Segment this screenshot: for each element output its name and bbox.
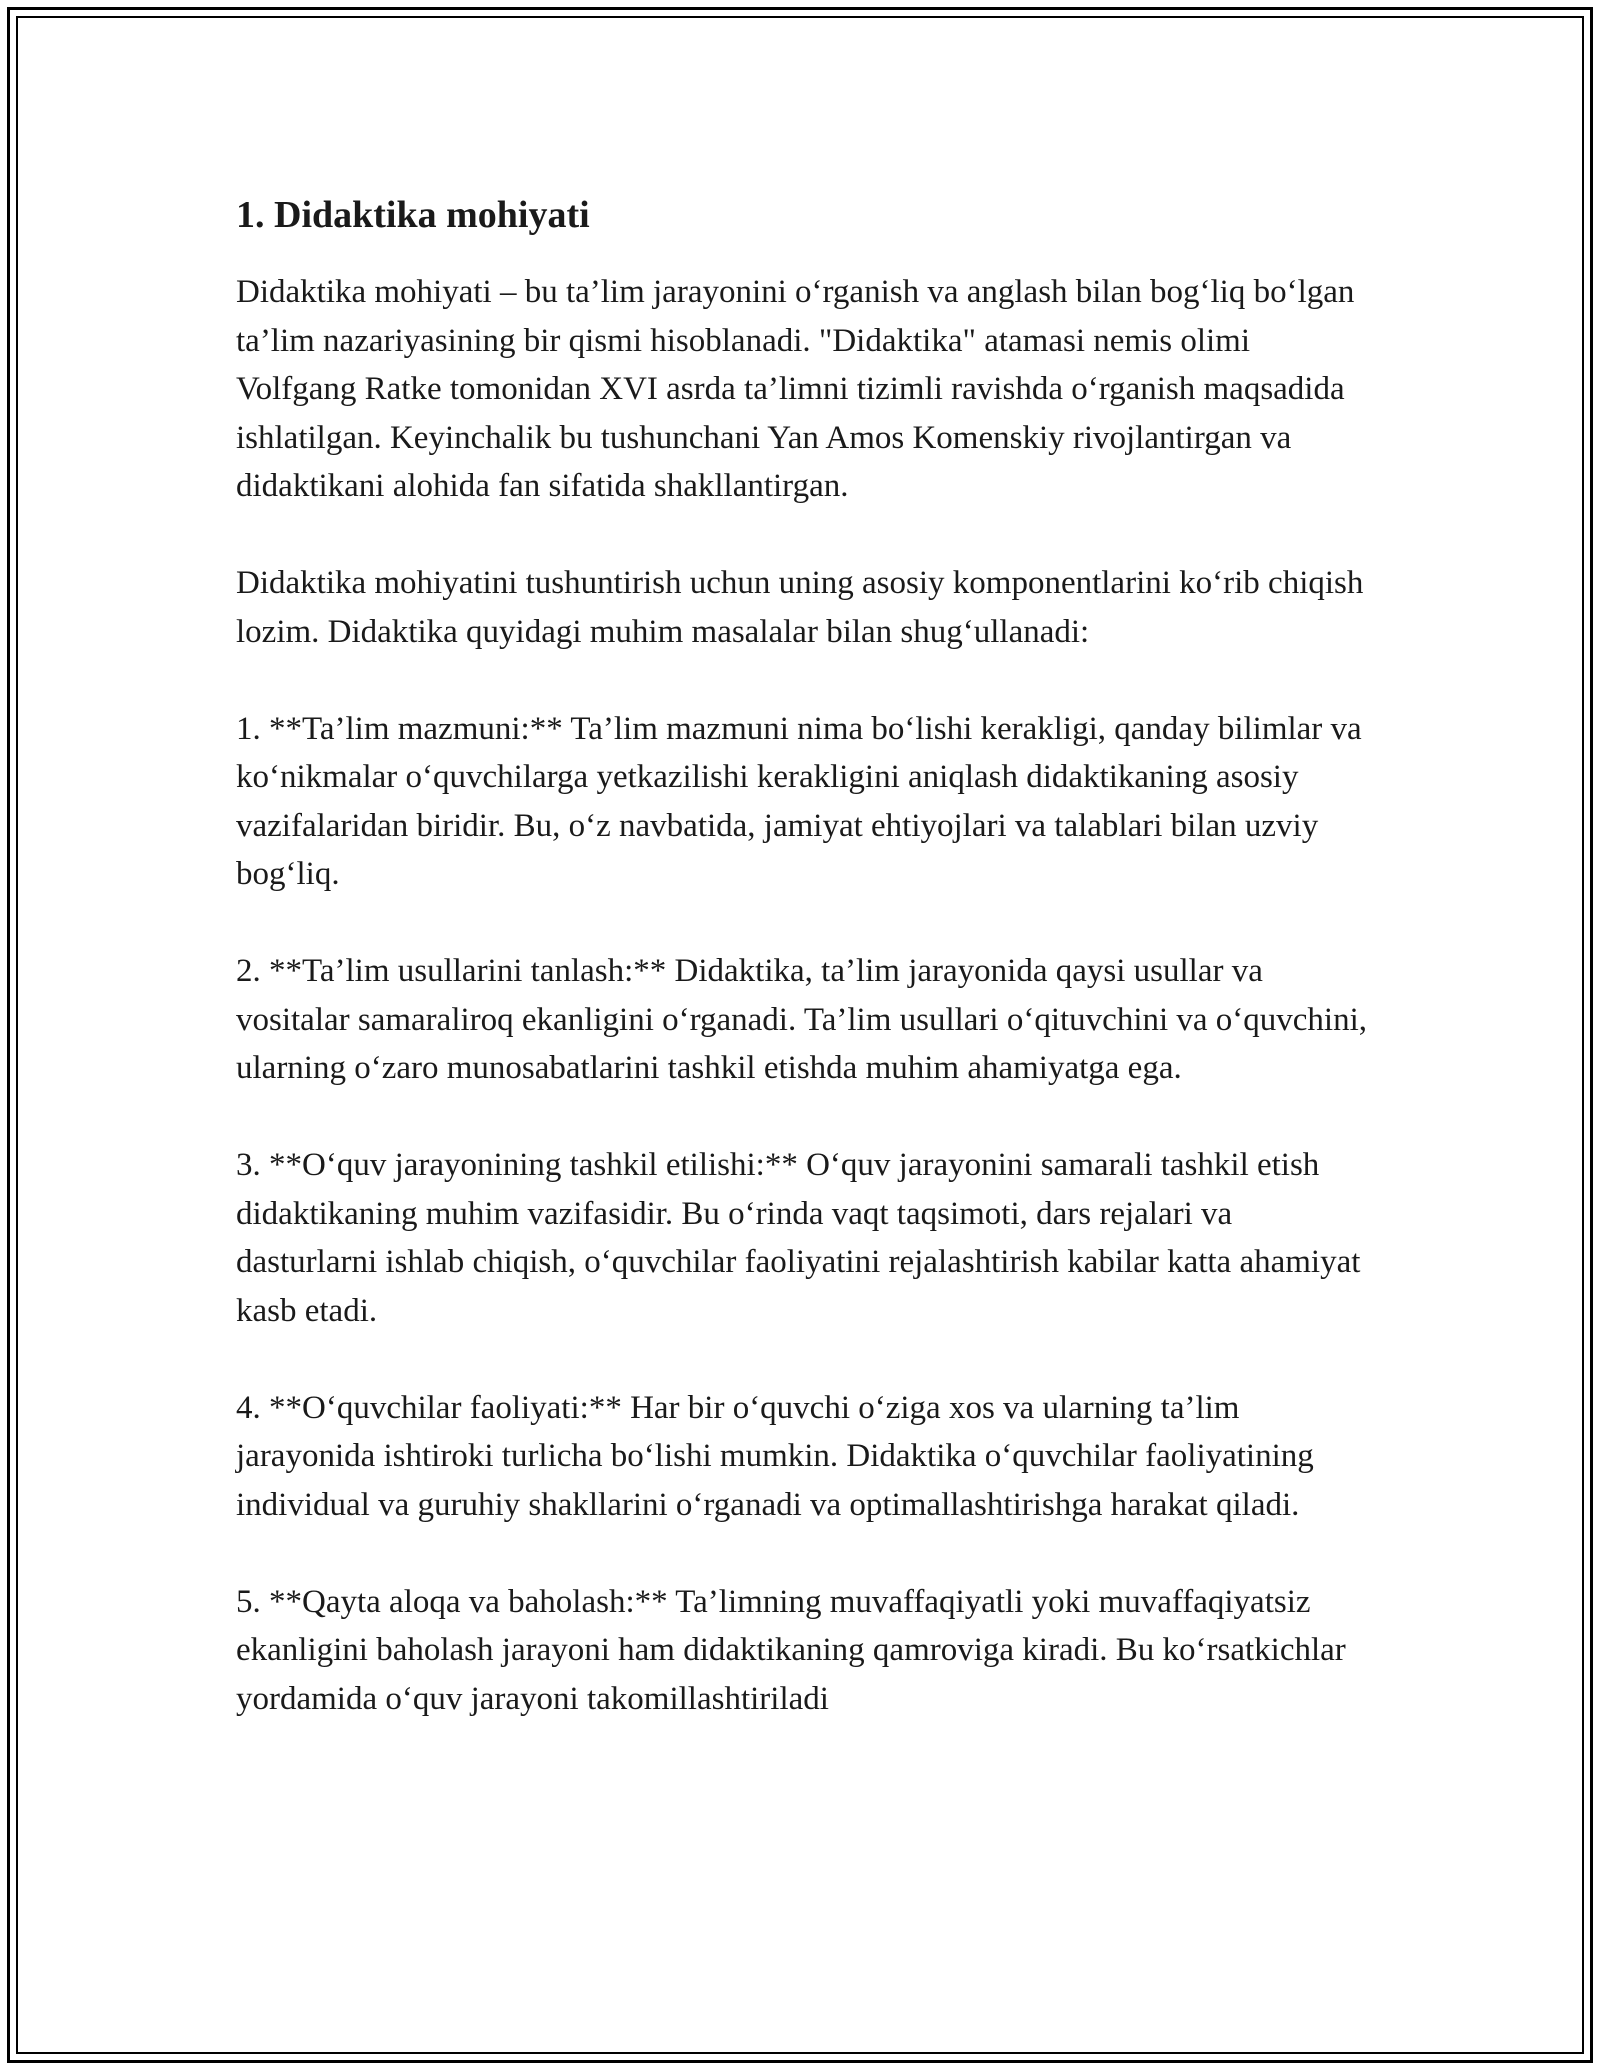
list-item-talim-usullari: 2. **Ta’lim usullarini tanlash:** Didaktika, ta’lim jarayonida qaysi usullar va vositalar samaraliroq ekanligini oʻrganadi. Ta’lim usullari oʻqituvchini va oʻquvchini, ularning oʻzaro munosabatlarini tashkil etishda muhim ahamiyatga ega. bbox=[236, 953, 1368, 1086]
list-item-qayta-aloqa: 5. **Qayta aloqa va baholash:** Ta’limning muvaffaqiyatli yoki muvaffaqiyatsiz ekanligini baholash jarayoni ham didaktikaning qamroviga kiradi. Bu koʻrsatkichlar yordamida oʻquv jarayoni takomillashtiriladi bbox=[236, 1583, 1346, 1717]
document-body bbox=[236, 186, 1376, 1772]
list-item-oquv-jarayoni: 3. **Oʻquv jarayonining tashkil etilishi:** Oʻquv jarayonini samarali tashkil etish didaktikaning muhim vazifasidir. Bu oʻrinda vaqt taqsimoti, dars rejalari va dasturlarni ishlab chiqish, oʻquvchilar faoliyatini rejalashtirish kabilar katta ahamiyat kasb etadi. bbox=[236, 1147, 1361, 1329]
document-title: 1. Didaktika mohiyati bbox=[236, 194, 590, 236]
list-item-talim-mazmuni: 1. **Ta’lim mazmuni:** Ta’lim mazmuni nima boʻlishi kerakligi, qanday bilimlar va koʻnikmalar oʻquvchilarga yetkazilishi kerakligini aniqlash didaktikaning asosiy vazifalaridan biridir. Bu, oʻz navbatida, jamiyat ehtiyojlari va talablari bilan uzviy bogʻliq. bbox=[236, 710, 1362, 892]
paragraph-components: Didaktika mohiyatini tushuntirish uchun uning asosiy komponentlarini koʻrib chiqish lozim. Didaktika quyidagi muhim masalalar bilan shugʻullanadi: bbox=[236, 565, 1364, 650]
paragraph-intro: Didaktika mohiyati – bu ta’lim jarayonini oʻrganish va anglash bilan bogʻliq boʻlgan ta’lim nazariyasining bir qismi hisoblanadi. "Didaktika" atamasi nemis olimi Volfgang Ratke tomonidan XVI asrda ta’limni tizimli ravishda oʻrganish maqsadida ishlatilgan. Keyinchalik bu tushunchani Yan Amos Komenskiy rivojlantirgan va didaktikani alohida fan sifatida shakllantirgan. bbox=[236, 274, 1355, 504]
list-item-oquvchilar-faoliyati: 4. **Oʻquvchilar faoliyati:** Har bir oʻquvchi oʻziga xos va ularning ta’lim jarayonida ishtiroki turlicha boʻlishi mumkin. Didaktika oʻquvchilar faoliyatining individual va guruhiy shakllarini oʻrganadi va optimallashtirishga harakat qiladi. bbox=[236, 1389, 1314, 1523]
